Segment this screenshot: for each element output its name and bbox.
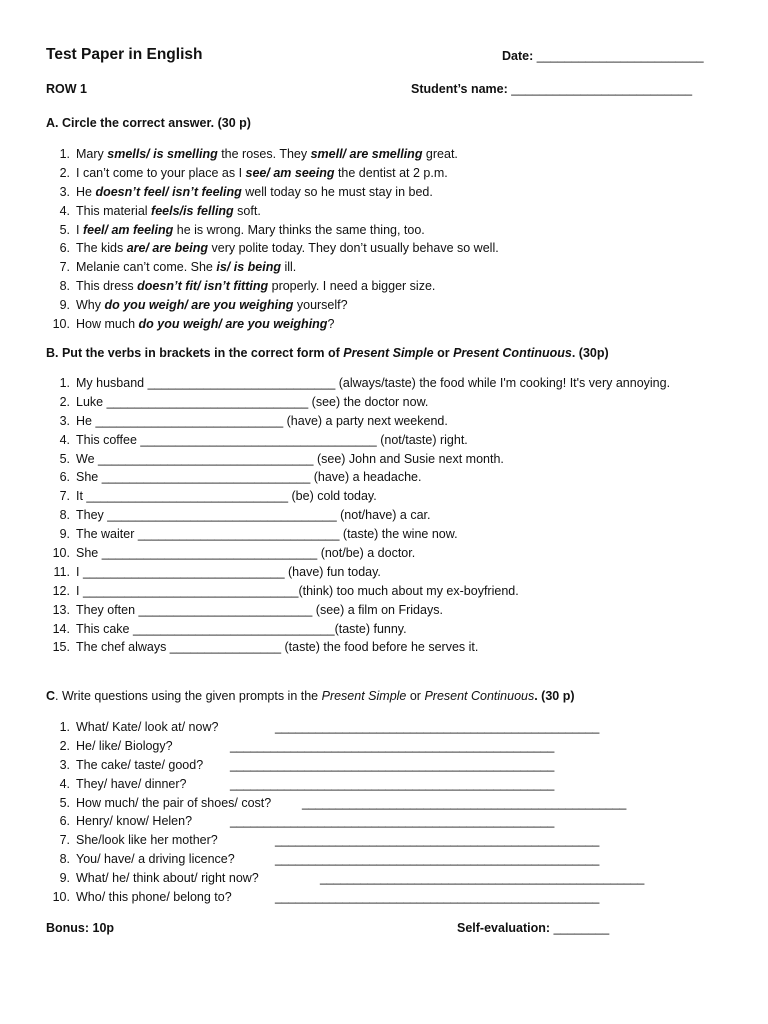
question-text: Luke _____________________________ (see) the doctor now. [76, 394, 429, 409]
question-item [46, 582, 670, 601]
row-label: ROW 1 [46, 82, 87, 96]
question-item [46, 239, 499, 258]
section-b-heading [46, 345, 609, 361]
question-item [46, 544, 670, 563]
item-number: 5. [59, 451, 70, 466]
item-number: 6. [59, 470, 70, 485]
question-item [46, 737, 555, 756]
item-number: 3. [59, 757, 70, 772]
question-prompt: He/ like/ Biology? [76, 738, 173, 753]
item-number: 2. [59, 165, 70, 180]
question-text: well today so he must stay in bed. [241, 184, 433, 199]
answer-line: ________________________________________________ [230, 757, 555, 772]
answer-line: ________________________________________________ [230, 814, 555, 829]
question-item [46, 487, 670, 506]
item-number: 14. [52, 621, 70, 636]
question-item [46, 164, 499, 183]
item-number: 10. [52, 317, 70, 332]
question-item [46, 221, 499, 240]
student-name-blank: __________________________ [511, 82, 693, 96]
question-item [46, 638, 670, 657]
answer-line: ________________________________________________ [230, 738, 555, 753]
item-number: 6. [59, 814, 70, 829]
item-number: 11. [53, 564, 70, 579]
question-item [46, 202, 499, 221]
question-item [46, 393, 670, 412]
question-text: properly. I need a bigger size. [268, 279, 436, 294]
question-text: We _______________________________ (see) John and Susie next month. [76, 451, 504, 466]
question-item [46, 831, 600, 850]
item-number: 15. [52, 640, 70, 655]
heading-text: or [406, 689, 425, 703]
heading-text: Present Simple [321, 689, 407, 703]
item-number: 12. [52, 583, 70, 598]
heading-text: Present Simple [343, 346, 434, 360]
heading-text: . Write questions using the given prompts in the [55, 689, 322, 703]
question-text: the dentist at 2 p.m. [334, 165, 448, 180]
question-item [46, 620, 670, 639]
question-text: Mary [76, 147, 108, 161]
question-text: She ______________________________ (have) a headache. [76, 470, 422, 485]
question-item [46, 850, 600, 869]
item-number: 3. [59, 413, 70, 428]
item-number: 4. [59, 203, 70, 218]
question-text: do you weigh/ are you weighing [104, 298, 294, 313]
answer-line: ________________________________________________ [275, 720, 600, 734]
item-number: 9. [59, 298, 70, 313]
self-evaluation-field [457, 920, 609, 936]
question-text: I can’t come to your place as I [76, 165, 246, 180]
answer-line: ________________________________________________ [275, 852, 600, 867]
question-prompt: The cake/ taste/ good? [76, 757, 204, 772]
item-number: 7. [59, 489, 70, 504]
question-item [46, 468, 670, 487]
question-text: feel/ am feeling [82, 222, 174, 237]
question-item [46, 374, 670, 393]
item-number: 5. [59, 222, 70, 237]
item-number: 7. [59, 260, 70, 275]
question-text: are/ are being [126, 241, 209, 256]
item-number: 1. [59, 376, 70, 390]
question-text: The chef always ________________ (taste) the food before he serves it. [76, 640, 479, 655]
question-item [46, 563, 670, 582]
question-prompt: Who/ this phone/ belong to? [76, 890, 232, 905]
question-text: ? [327, 317, 335, 332]
question-text: the roses. They [217, 147, 311, 161]
question-prompt: What/ he/ think about/ right now? [76, 871, 259, 886]
item-number: 8. [59, 508, 70, 523]
question-item [46, 812, 555, 831]
question-prompt: You/ have/ a driving licence? [76, 852, 235, 867]
item-number: 5. [59, 795, 70, 810]
question-item [46, 431, 670, 450]
item-number: 1. [59, 720, 70, 734]
question-text: great. [422, 147, 458, 161]
question-text: Melanie can’t come. She [76, 260, 217, 275]
question-item [46, 183, 499, 202]
question-prompt: They/ have/ dinner? [76, 776, 187, 791]
question-text: He ___________________________ (have) a party next weekend. [76, 413, 448, 428]
section-a-heading: A. Circle the correct answer. (30 p) [46, 116, 251, 130]
answer-line: ________________________________________________ [302, 795, 627, 810]
question-item [46, 412, 670, 431]
heading-text: . (30 p) [534, 689, 575, 703]
answer-line: ________________________________________________ [275, 833, 600, 848]
section-b-list [46, 374, 670, 657]
question-text: This material [76, 203, 152, 218]
answer-line: ________________________________________________ [230, 776, 555, 791]
question-item [46, 296, 499, 315]
item-number: 9. [59, 871, 70, 886]
question-prompt: Henry/ know/ Helen? [76, 814, 193, 829]
question-item [46, 794, 627, 813]
date-field [502, 48, 704, 64]
student-name-field [411, 81, 692, 97]
item-number: 1. [59, 147, 70, 161]
section-a-list [46, 145, 499, 334]
question-text: My husband ___________________________ (always/taste) the food while I'm cooking! It's very annoying. [76, 376, 671, 390]
question-item [46, 775, 555, 794]
item-number: 10. [52, 546, 70, 561]
question-text: very polite today. They don’t usually behave so well. [208, 241, 499, 256]
question-item [46, 315, 499, 334]
heading-text: C [46, 689, 56, 703]
question-text: They often _________________________ (see) a film on Fridays. [76, 602, 443, 617]
item-number: 2. [59, 738, 70, 753]
item-number: 7. [59, 833, 70, 848]
item-number: 2. [59, 394, 70, 409]
item-number: 13. [52, 602, 70, 617]
heading-text: Present Continuous [424, 689, 535, 703]
question-prompt: What/ Kate/ look at/ now? [76, 720, 219, 734]
question-text: I _______________________________(think) too much about my ex-boyfriend. [76, 583, 519, 598]
item-number: 3. [59, 184, 70, 199]
question-text: How much [76, 317, 139, 332]
question-item [46, 756, 555, 775]
question-text: soft. [233, 203, 261, 218]
date-label: Date: [502, 49, 534, 63]
question-text: yourself? [293, 298, 348, 313]
question-item [46, 145, 499, 164]
question-item [46, 888, 600, 907]
self-evaluation-label: Self-evaluation: [457, 921, 551, 935]
question-item [46, 277, 499, 296]
question-text: smells/ is smelling [107, 147, 218, 161]
heading-text: Present Continuous [453, 346, 572, 360]
question-item [46, 601, 670, 620]
question-text: I _____________________________ (have) fun today. [76, 564, 381, 579]
question-text: This dress [76, 279, 138, 294]
item-number: 8. [59, 279, 70, 294]
question-prompt: She/look like her mother? [76, 833, 218, 848]
item-number: 10. [52, 890, 70, 905]
question-text: doesn’t feel/ isn’t feeling [95, 184, 242, 199]
date-blank: ________________________ [536, 49, 704, 63]
question-text: do you weigh/ are you weighing [138, 317, 328, 332]
question-text: The kids [76, 241, 127, 256]
question-text: ill. [280, 260, 297, 275]
heading-text: . (30p) [571, 346, 609, 360]
question-text: They _________________________________ (not/have) a car. [76, 508, 431, 523]
question-prompt: How much/ the pair of shoes/ cost? [76, 795, 272, 810]
question-text: It _____________________________ (be) cold today. [76, 489, 377, 504]
item-number: 9. [59, 527, 70, 542]
question-text: see/ am seeing [245, 165, 335, 180]
item-number: 4. [59, 432, 70, 447]
question-item [46, 525, 670, 544]
question-text: doesn’t fit/ isn’t fitting [137, 279, 269, 294]
question-text: feels/is felling [151, 203, 234, 218]
section-c-heading [46, 688, 575, 704]
answer-line: ________________________________________________ [320, 871, 645, 886]
question-text: This cake _____________________________(taste) funny. [76, 621, 407, 636]
question-text: This coffee __________________________________ (not/taste) right. [76, 432, 468, 447]
bonus-label: Bonus: 10p [46, 921, 115, 935]
student-name-label: Student’s name: [411, 82, 508, 96]
question-text: is/ is being [216, 260, 281, 275]
question-text: I [76, 222, 83, 237]
question-item [46, 718, 600, 737]
question-text: The waiter _____________________________ (taste) the wine now. [76, 527, 458, 542]
heading-text: or [433, 346, 454, 360]
section-c-list [46, 718, 645, 907]
item-number: 8. [59, 852, 70, 867]
heading-text: B. Put the verbs in brackets in the correct form of [46, 346, 344, 360]
question-item [46, 450, 670, 469]
question-text: smell/ are smelling [310, 147, 423, 161]
self-evaluation-blank: ________ [553, 921, 610, 935]
answer-line: ________________________________________________ [275, 890, 600, 905]
item-number: 4. [59, 776, 70, 791]
question-text: Why [76, 298, 105, 313]
item-number: 6. [59, 241, 70, 256]
page-title: Test Paper in English [46, 46, 203, 63]
question-text: He [76, 184, 96, 199]
question-text: She _______________________________ (not/be) a doctor. [76, 546, 416, 561]
question-text: he is wrong. Mary thinks the same thing, too. [173, 222, 425, 237]
question-item [46, 258, 499, 277]
question-item [46, 869, 645, 888]
question-item [46, 506, 670, 525]
